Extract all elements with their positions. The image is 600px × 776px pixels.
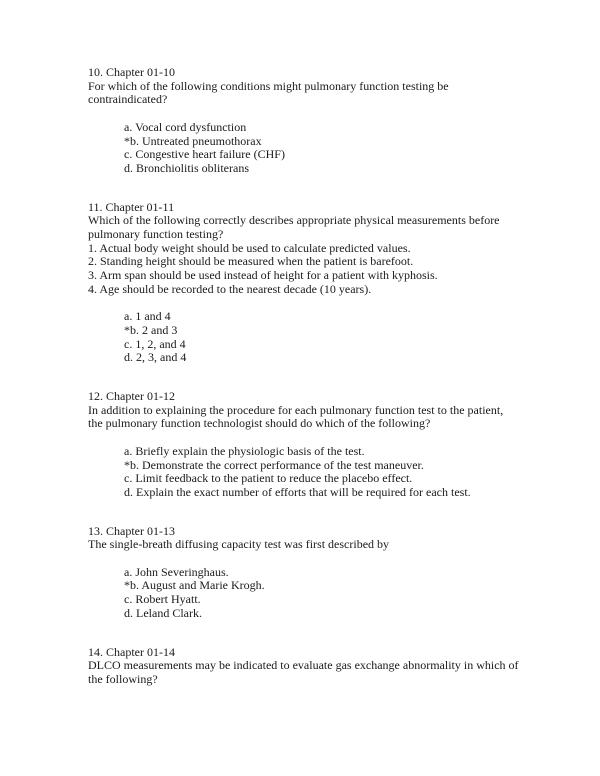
question-statement-1: 1. Actual body weight should be used to calculate predicted values. <box>88 240 411 255</box>
answer-option-a: a. 1 and 4 <box>124 309 171 324</box>
answer-options-group <box>88 445 530 500</box>
question-body-line: Which of the following correctly describes appropriate physical measurements before <box>88 213 500 228</box>
question-body-line: the following? <box>88 671 158 686</box>
question-statement-2: 2. Standing height should be measured when the patient is barefoot. <box>88 254 414 269</box>
answer-option-b: *b. Demonstrate the correct performance of the test maneuver. <box>124 457 424 472</box>
question-title: 11. Chapter 01-11 <box>88 199 175 214</box>
question-block-13 <box>88 525 530 621</box>
answer-options-group <box>88 566 530 621</box>
question-statement-3: 3. Arm span should be used instead of height for a patient with kyphosis. <box>88 268 438 283</box>
question-body-line: In addition to explaining the procedure for each pulmonary function test to the patient, <box>88 402 504 417</box>
answer-option-b: *b. August and Marie Krogh. <box>124 578 265 593</box>
answer-option-c: c. Congestive heart failure (CHF) <box>124 147 285 162</box>
answer-option-a: a. Vocal cord dysfunction <box>124 119 247 134</box>
answer-options-group <box>88 121 530 176</box>
question-block-12 <box>88 390 530 500</box>
question-block-10 <box>88 66 530 176</box>
question-title: 14. Chapter 01-14 <box>88 644 175 659</box>
question-body-line: For which of the following conditions might pulmonary function testing be <box>88 78 449 93</box>
question-title: 10. Chapter 01-10 <box>88 65 175 79</box>
question-statement-4: 4. Age should be recorded to the nearest decade (10 years). <box>88 281 372 296</box>
question-body-line: the pulmonary function technologist should do which of the following? <box>88 416 431 431</box>
question-block-11 <box>88 201 530 365</box>
question-body-line: pulmonary function testing? <box>88 227 224 242</box>
answer-option-d: d. Explain the exact number of efforts that will be required for each test. <box>124 484 471 499</box>
answer-option-c: c. Limit feedback to the patient to reduce the placebo effect. <box>124 471 413 486</box>
question-block-14 <box>88 646 530 687</box>
question-title: 12. Chapter 01-12 <box>88 389 175 404</box>
answer-option-c: c. 1, 2, and 4 <box>124 336 186 351</box>
question-title: 13. Chapter 01-13 <box>88 523 175 538</box>
answer-option-d: d. Leland Clark. <box>124 605 202 620</box>
answer-options-group <box>88 310 530 365</box>
answer-option-d: d. Bronchiolitis obliterans <box>124 160 249 175</box>
question-body-line: The single-breath diffusing capacity test was first described by <box>88 537 390 552</box>
answer-option-a: a. Briefly explain the physiologic basis of the test. <box>124 443 365 458</box>
answer-option-c: c. Robert Hyatt. <box>124 592 201 607</box>
answer-option-b: *b. Untreated pneumothorax <box>124 133 262 148</box>
answer-option-d: d. 2, 3, and 4 <box>124 350 187 365</box>
question-body-line: DLCO measurements may be indicated to evaluate gas exchange abnormality in which of <box>88 658 519 673</box>
question-body-line: contraindicated? <box>88 92 168 107</box>
answer-option-b: *b. 2 and 3 <box>124 322 178 337</box>
answer-option-a: a. John Severinghaus. <box>124 564 229 579</box>
